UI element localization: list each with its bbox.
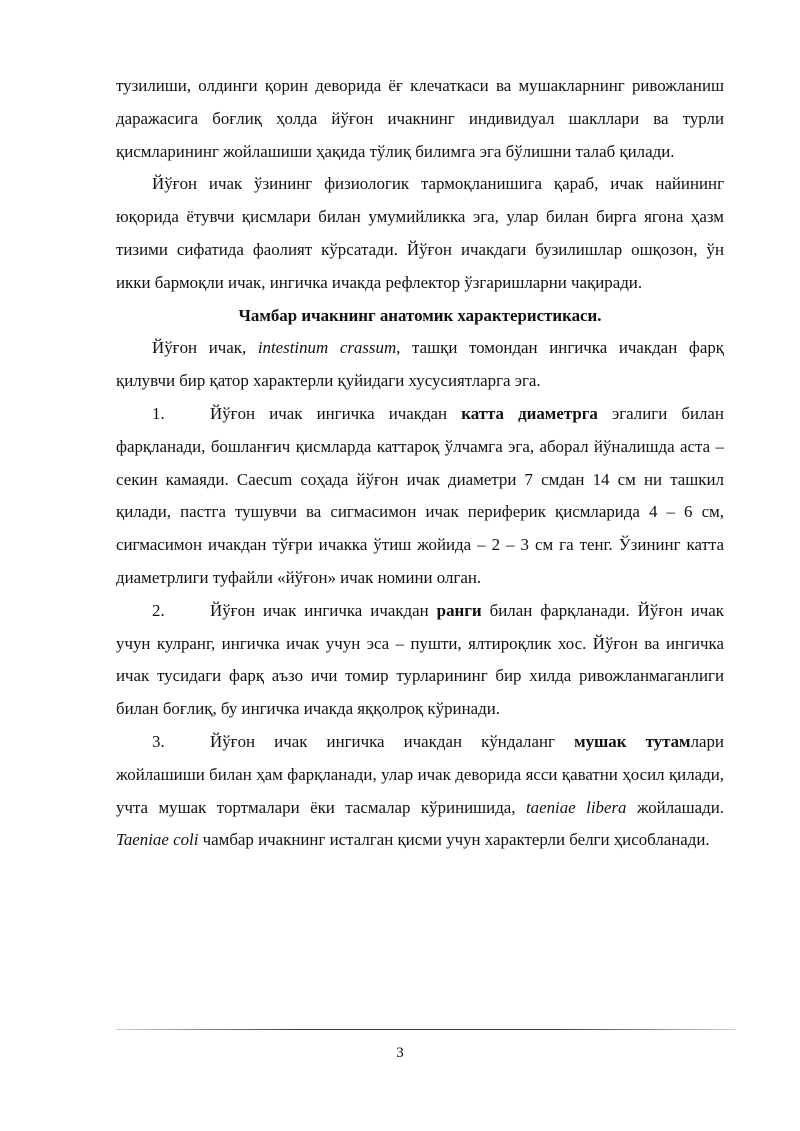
document-body: [116, 70, 724, 857]
intro-text-end: , ташқи томондан ингичка ичакдан фарқ қилувчи бир қатор характерли қуйидаги хусусиятларга эга.: [116, 338, 724, 391]
item2-text-end: билан фарқланади. Йўғон ичак учун кулранг, ингичка ичак учун эса – пушти, ялтироқлик хос. Йўғон ва ингичка ичак тусидаги фарқ аъзо ичи томир турларининг бир хилда ривожланмаганлиги билан боғлиқ, бу ингичка ичакда яққолроқ кўринади.: [116, 600, 724, 719]
item3-latin-term-1: taeniae libera: [525, 797, 627, 817]
page-number: 3: [396, 1045, 404, 1061]
item3-bold-term: мушак тутам: [574, 731, 691, 751]
item2-bold-term: ранги: [436, 600, 482, 620]
item2-text-start: Йўғон ичак ингичка ичакдан: [210, 600, 437, 620]
list-item-3: [116, 726, 724, 857]
item3-text-join: жойлашади.: [626, 797, 724, 817]
list-item-2: [116, 595, 724, 726]
item3-text-middle: лари жойлашиши билан ҳам фарқланади, улар ичак деворида ясси қаватни ҳосил қилади, учта мушак тортмалари ёки тасмалар кўринишида,: [116, 731, 724, 817]
list-item-1: [116, 398, 724, 595]
list-number-2: 2.: [152, 600, 165, 620]
footer-divider: [116, 1029, 736, 1030]
intro-text-start: Йўғон ичак,: [152, 338, 258, 358]
paragraph-intro: [116, 332, 724, 398]
intro-latin-term: intestinum crassum: [257, 338, 397, 358]
paragraph-physiology: Йўғон ичак ўзининг физиологик тармоқланишига қараб, ичак найининг юқорида ётувчи қисмлари билан умумийликка эга, улар билан бирга ягона ҳазм тизими сифатида фаолият кўрсатади. Йўғон ичакдаги бузилишлар ошқозон, ўн икки бармоқли ичак, ингичка ичакда рефлектор ўзгаришларни чақиради.: [116, 174, 724, 292]
list-number-3: 3.: [152, 731, 165, 751]
item1-text-end: эгалиги билан фарқланади, бошланғич қисмларда каттароқ ўлчамга эга, аборал йўналишда аста – секин камаяди. Caecum соҳада йўғон ичак диаметри 7 смдан 14 см ни ташкил қилади, пастга тушувчи ва сигмасимон ичак периферик қисмларида 4 – 6 см, сигмасимон ичакдан тўғри ичакка ўтиш жойида – 2 – 3 см га тенг. Ўзининг катта диаметрлиги туфайли «йўғон» ичак номини олган.: [116, 403, 724, 587]
item3-latin-term-2: Taeniae coli: [116, 830, 199, 850]
section-heading: Чамбар ичакнинг анатомик характеристикаси.: [238, 305, 602, 325]
paragraph-continuation: тузилиши, олдинги қорин деворида ёғ клечаткаси ва мушакларнинг ривожланиш даражасига боғлиқ ҳолда йўғон ичакнинг индивидуал шакллари ва турли қисмларининг жойлашиши ҳақида тўлиқ билимга эга бўлишни талаб қилади.: [116, 76, 724, 161]
item1-bold-term: катта диаметрга: [461, 403, 598, 423]
item1-text-start: Йўғон ичак ингичка ичакдан: [210, 403, 462, 423]
list-number-1: 1.: [152, 403, 165, 423]
item3-text-start: Йўғон ичак ингичка ичакдан кўндаланг: [210, 731, 575, 751]
item3-text-end: чамбар ичакнинг исталган қисми учун характерли белги ҳисобланади.: [198, 830, 710, 850]
